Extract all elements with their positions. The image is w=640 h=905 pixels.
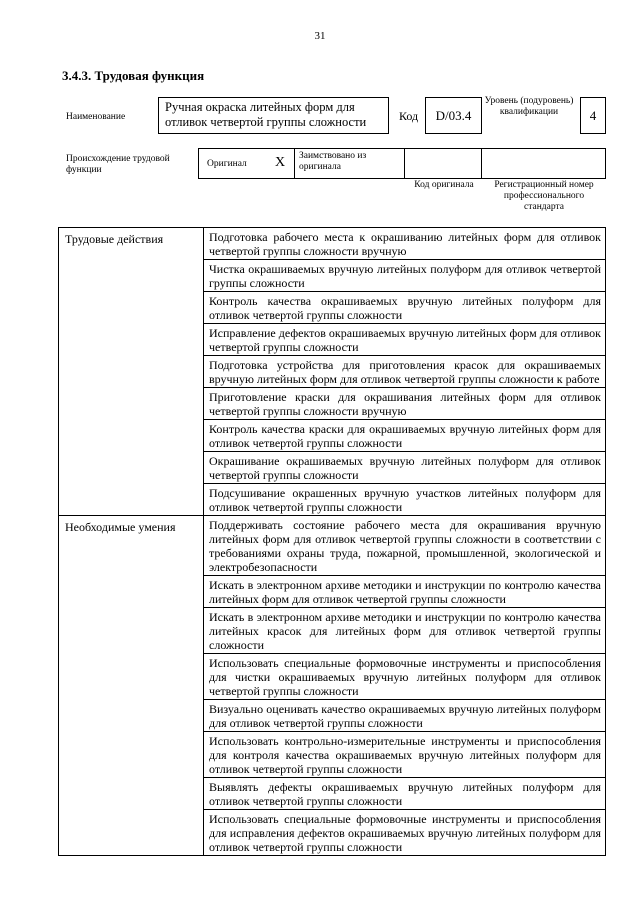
required-skills-title: Необходимые умения [59, 516, 204, 856]
list-item: Использовать контрольно-измерительные инструменты и приспособления для контроля качества окрашиваемых вручную литейных полуформ для отливок четвертой группы сложности [204, 731, 605, 777]
page-number: 31 [314, 30, 326, 42]
borrowed-label: Заимствовано из оригинала [299, 151, 367, 172]
level-label: Уровень (подуровень) квалификации [484, 96, 574, 117]
code-value: D/03.4 [425, 97, 482, 134]
list-item: Искать в электронном архиве методики и инструкции по контролю качества литейных форм для отливок четвертой группы сложности [204, 575, 605, 607]
code-label: Код [399, 109, 419, 123]
required-skills-list [204, 516, 606, 856]
code-original-cell [404, 148, 482, 179]
list-item: Чистка окрашиваемых вручную литейных полуформ для отливок четвертой группы сложности [204, 259, 605, 291]
list-item: Подготовка рабочего места к окрашиванию литейных форм для отливок четвертой группы сложности вручную [209, 230, 601, 258]
origin-label: Происхождение трудовой функции [66, 154, 170, 175]
function-table [58, 227, 606, 856]
list-item: Использовать специальные формовочные инструменты и приспособления для исправления дефектов окрашиваемых вручную литейных полуформ для отливок четвертой группы сложности [204, 809, 605, 855]
list-item: Окрашивание окрашиваемых вручную литейных полуформ для отливок четвертой группы сложности [204, 451, 605, 483]
function-name: Ручная окраска литейных форм для отливок четвертой группы сложности [165, 100, 367, 129]
list-item: Исправление дефектов окрашиваемых вручную литейных форм для отливок четвертой группы сложности [204, 323, 605, 355]
labor-actions-title: Трудовые действия [59, 228, 204, 516]
code-original-caption: Код оригинала [414, 180, 474, 190]
labor-actions-list [204, 228, 606, 516]
original-mark: X [275, 155, 286, 170]
required-skills-row [59, 516, 606, 856]
reg-number-caption: Регистрационный номер профессионального стандарта [494, 180, 594, 212]
list-item: Выявлять дефекты окрашиваемых вручную литейных полуформ для отливок четвертой группы сложности [204, 777, 605, 809]
list-item: Контроль качества краски для окрашиваемых вручную литейных форм для отливок четвертой группы сложности [204, 419, 605, 451]
list-item: Использовать специальные формовочные инструменты и приспособления для чистки окрашиваемых вручную литейных полуформ для отливок четвертой группы сложности [204, 653, 605, 699]
list-item: Визуально оценивать качество окрашиваемых вручную литейных полуформ для отливок четвертой группы сложности [204, 699, 605, 731]
reg-number-cell [481, 148, 606, 179]
level-value: 4 [580, 97, 606, 134]
list-item: Поддерживать состояние рабочего места для окрашивания вручную литейных форм для отливок четвертой группы сложности в соответствии с требованиями охраны труда, пожарной, промышленной, экологической и электробезопасности [209, 518, 601, 574]
original-label: Оригинал [207, 159, 247, 169]
original-cell [198, 148, 295, 179]
name-label: Наименование [66, 112, 126, 122]
section-title: 3.4.3. Трудовая функция [62, 68, 205, 83]
labor-actions-row [59, 228, 606, 516]
list-item: Приготовление краски для окрашивания литейных форм для отливок четвертой группы сложности вручную [204, 387, 605, 419]
list-item: Контроль качества окрашиваемых вручную литейных полуформ для отливок четвертой группы сложности [204, 291, 605, 323]
borrowed-cell [294, 148, 405, 179]
list-item: Искать в электронном архиве методики и инструкции по контролю качества литейных красок для литейных форм для отливок четвертой группы сложности [204, 607, 605, 653]
list-item: Подсушивание окрашенных вручную участков литейных полуформ для отливок четвертой группы сложности [204, 483, 605, 515]
function-name-box [158, 97, 389, 134]
list-item: Подготовка устройства для приготовления красок для окрашиваемых вручную литейных форм для отливок четвертой группы сложности к работе [204, 355, 605, 387]
